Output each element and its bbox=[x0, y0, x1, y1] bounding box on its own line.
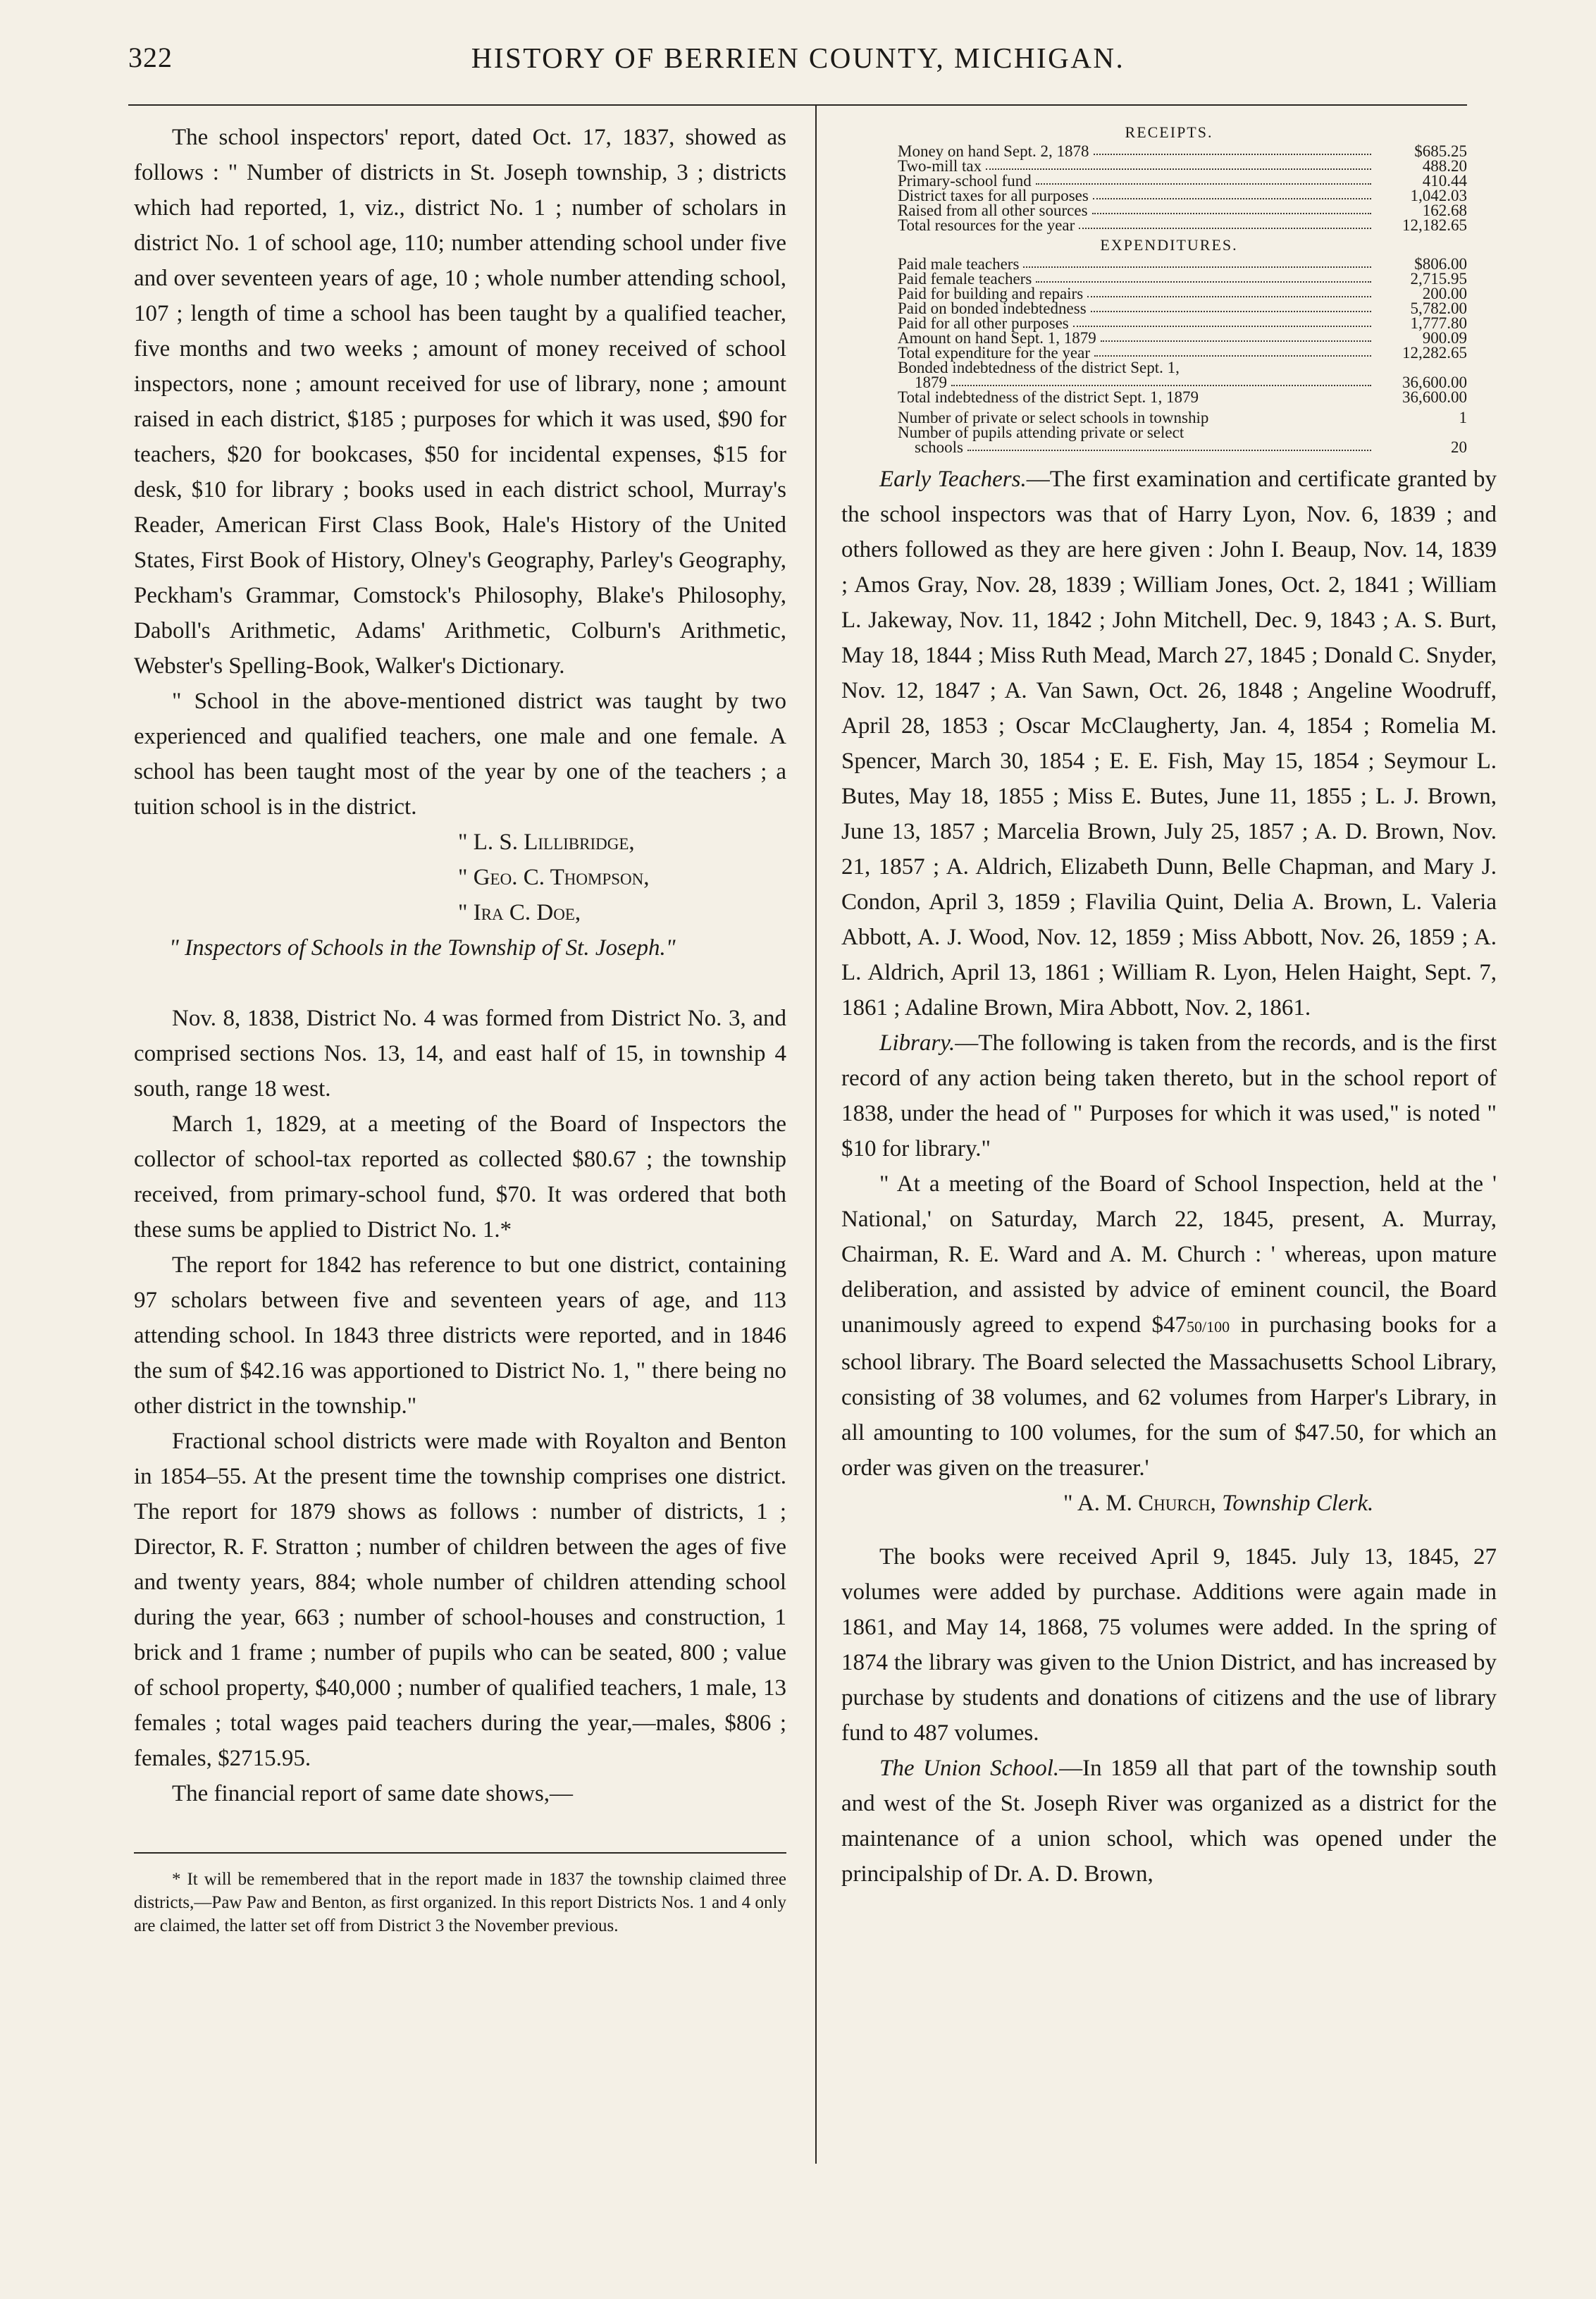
financial-report-intro: The financial report of same date shows,— bbox=[172, 1781, 574, 1806]
board-meeting-text-end: in purchasing books for a school library. The Board selected the Massachusetts School Library, consisting of 38 volumes, and 62 volumes from Harper's Library, in all amounting to 100 volumes, for the sum of $47.50, for which an order was given on the treasurer.' bbox=[841, 1312, 1497, 1481]
footnote-rule bbox=[134, 1852, 786, 1854]
union-school-heading: The Union School. bbox=[879, 1756, 1060, 1781]
receipt-row bbox=[841, 188, 1497, 203]
board-meeting-paragraph bbox=[841, 1166, 1497, 1486]
receipt-row bbox=[841, 218, 1497, 233]
church-signature bbox=[841, 1486, 1497, 1521]
board-meeting-text: " At a meeting of the Board of School Inspection, held at the ' National,' on Saturday, March 22, 1845, present, A. Murray, Chairman, R. E. Ward and A. M. Church : ' whereas, upon mature deliberation, and assisted by advice of eminent council, the Board unanimously agreed to expend $47 bbox=[841, 1171, 1497, 1338]
leader-dots bbox=[1036, 281, 1371, 283]
leader-dots bbox=[1092, 213, 1371, 214]
pupils-row bbox=[841, 440, 1497, 455]
expenditures-list bbox=[841, 257, 1497, 360]
receipt-row bbox=[841, 159, 1497, 173]
left-column bbox=[134, 120, 786, 1937]
report-1842-paragraph: The report for 1842 has reference to but one district, containing 97 scholars between five and seventeen years of age, and 113 attending school. In 1843 three districts were reported, and in 1846 the sum of $42.16 was apportioned to District No. 1, " there being no other district in the township." bbox=[134, 1252, 786, 1419]
library-text: —The following is taken from the records, and is the first record of any action being taken thereto, but in the school report of 1838, under the head of " Purposes for which it was used," is noted " $10 for library." bbox=[841, 1030, 1497, 1161]
header-rule bbox=[128, 104, 1467, 106]
running-title: HISTORY OF BERRIEN COUNTY, MICHIGAN. bbox=[471, 42, 1125, 74]
financial-report-table bbox=[841, 123, 1497, 455]
library-heading: Library. bbox=[879, 1030, 955, 1056]
pupils-label-line: Number of pupils attending private or select bbox=[898, 424, 1184, 441]
private-schools-value: 1 bbox=[1459, 409, 1467, 426]
bonded-label-year: 1879 bbox=[915, 374, 947, 391]
library-paragraph bbox=[841, 1025, 1497, 1166]
receipt-value: 488.20 bbox=[1422, 157, 1467, 175]
leader-dots bbox=[1093, 198, 1371, 199]
leader-dots bbox=[1094, 355, 1371, 357]
expenditure-label: Paid for building and repairs bbox=[898, 285, 1084, 302]
bonded-label-line: Bonded indebtedness of the district Sept. 1, bbox=[898, 359, 1180, 376]
receipt-row bbox=[841, 173, 1497, 188]
footnote-text: * It will be remembered that in the report made in 1837 the township claimed three districts,—Paw Paw and Benton, as first organized. In this report Districts Nos. 1 and 4 only are claimed, the latter set off from District 3 the November previous. bbox=[134, 1870, 786, 1935]
receipt-label: Money on hand Sept. 2, 1878 bbox=[898, 142, 1089, 160]
school-description-paragraph: " School in the above-mentioned district was taught by two experienced and qualified teachers, one male and one female. A school has been taught most of the year by one of the teachers ; a tuition school is in the district. bbox=[134, 689, 786, 820]
expenditure-row bbox=[841, 286, 1497, 301]
school-tax-paragraph: March 1, 1829, at a meeting of the Board of Inspectors the collector of school-tax reported as collected $80.67 ; the township received, from primary-school fund, $70. It was ordered that both these sums be applied to District No. 1.* bbox=[134, 1111, 786, 1243]
meeting-fraction: 50/100 bbox=[1187, 1318, 1230, 1336]
page-number: 322 bbox=[128, 42, 173, 73]
pupils-value: 20 bbox=[1451, 438, 1467, 456]
page-header bbox=[0, 41, 1596, 83]
expenditure-value: 200.00 bbox=[1422, 285, 1467, 302]
private-schools-row bbox=[841, 410, 1497, 425]
signature-thompson: " Geo. C. Thompson, bbox=[458, 865, 650, 890]
church-title: Township Clerk. bbox=[1222, 1491, 1374, 1516]
union-school-text: —In 1859 all that part of the township south and west of the St. Joseph River was organized as a district for the maintenance of a union school, which was opened under the principalship of Dr. A. D. Brown, bbox=[841, 1756, 1497, 1887]
expenditure-row bbox=[841, 271, 1497, 286]
leader-dots bbox=[1023, 266, 1371, 268]
expenditures-heading: EXPENDITURES. bbox=[1100, 236, 1238, 254]
expenditure-label: Amount on hand Sept. 1, 1879 bbox=[898, 329, 1096, 347]
leader-dots bbox=[1091, 311, 1371, 312]
leader-dots bbox=[951, 385, 1371, 386]
expenditure-label: Paid on bonded indebtedness bbox=[898, 300, 1087, 317]
inspectors-report-paragraph: The school inspectors' report, dated Oct. 17, 1837, showed as follows : " Number of districts in St. Joseph township, 3 ; districts which had reported, 1, viz., district No. 1 ; number of scholars in district No. 1 of school age, 110; number attending school under five and over seventeen years of age, 10 ; whole number attending school, 107 ; length of time a school has been taught by a qualified teacher, five months and two weeks ; amount of money received of school inspectors, none ; amount received for use of library, none ; amount raised in each district, $185 ; purposes for which it was used, $90 for teachers, $20 for bookcases, $50 for incidental expenses, $15 for desk, $10 for library ; books used in each district school, Murray's Reader, American First Class Book, Hale's History of the United States, First Book of History, Olney's Geography, Parley's Geography, Peckham's Grammar, Comstock's Philosophy, Blake's Philosophy, Daboll's Arithmetic, Adams' Arithmetic, Colburn's Arithmetic, Webster's Spelling-Book, Walker's Dictionary. bbox=[134, 125, 786, 679]
books-received-paragraph: The books were received April 9, 1845. July 13, 1845, 27 volumes were added by purchase. Additions were again made in 1861, and May 14, 1868, 75 volumes were added. In the spring of 1874 the library was given to the Union District, and has increased by purchase by students and donations of citizens and the use of library fund to 487 volumes. bbox=[841, 1544, 1497, 1746]
total-indebtedness-value: 36,600.00 bbox=[1402, 388, 1467, 406]
total-indebtedness-row bbox=[841, 390, 1497, 405]
fractional-districts-paragraph: Fractional school districts were made with Royalton and Benton in 1854–55. At the present time the township comprises one district. The report for 1879 shows as follows : number of districts, 1 ; Director, R. F. Stratton ; number of children between the ages of five and twenty years, 884; whole number of children attending school during the year, 663 ; number of school-houses and construction, 1 brick and 1 frame ; number of pupils who can be seated, 800 ; value of school property, $40,000 ; number of qualified teachers, 1 male, 13 females ; total wages paid teachers during the year,—males, $806 ; females, $2715.95. bbox=[134, 1429, 786, 1771]
receipt-label: Raised from all other sources bbox=[898, 202, 1088, 219]
leader-dots bbox=[1094, 154, 1371, 155]
leader-dots bbox=[967, 450, 1371, 451]
expenditure-value: 12,282.65 bbox=[1402, 344, 1467, 362]
union-school-paragraph bbox=[841, 1751, 1497, 1892]
leader-dots bbox=[1079, 228, 1371, 229]
leader-dots bbox=[1036, 183, 1371, 185]
total-indebtedness-label: Total indebtedness of the district Sept. 1, 1879 bbox=[898, 388, 1199, 406]
expenditure-value: 1,777.80 bbox=[1410, 314, 1467, 332]
signature-doe: " Ira C. Doe, bbox=[458, 900, 581, 925]
receipt-row bbox=[841, 203, 1497, 218]
expenditure-label: Paid female teachers bbox=[898, 270, 1032, 288]
leader-dots bbox=[1087, 296, 1371, 297]
leader-dots bbox=[1073, 326, 1371, 327]
inspectors-closing: " Inspectors of Schools in the Township of St. Joseph." bbox=[169, 935, 676, 961]
early-teachers-heading: Early Teachers. bbox=[879, 467, 1027, 492]
receipt-value: 1,042.03 bbox=[1410, 187, 1467, 204]
receipt-label: Primary-school fund bbox=[898, 172, 1032, 190]
receipt-label: Two-mill tax bbox=[898, 157, 982, 175]
signature-lillibridge: " L. S. Lillibridge, bbox=[458, 830, 635, 855]
receipt-label: Total resources for the year bbox=[898, 216, 1075, 234]
receipt-value: 410.44 bbox=[1422, 172, 1467, 190]
leader-dots bbox=[986, 168, 1371, 170]
expenditure-value: 5,782.00 bbox=[1410, 300, 1467, 317]
spacer bbox=[841, 1521, 1497, 1539]
early-teachers-paragraph bbox=[841, 462, 1497, 1025]
receipt-value: $685.25 bbox=[1414, 142, 1467, 160]
expenditure-value: 900.09 bbox=[1422, 329, 1467, 347]
receipt-value: 12,182.65 bbox=[1402, 216, 1467, 234]
expenditure-label: Total expenditure for the year bbox=[898, 344, 1090, 362]
early-teachers-text: —The first examination and certificate granted by the school inspectors was that of Harry Lyon, Nov. 6, 1839 ; and others followed as they are here given : John I. Beaup, Nov. 14, 1839 ; Amos Gray, Nov. 28, 1839 ; William Jones, Oct. 2, 1841 ; William L. Jakeway, Nov. 11, 1842 ; John Mitchell, Dec. 9, 1843 ; A. S. Burt, May 18, 1844 ; Miss Ruth Mead, March 27, 1845 ; Donald C. Snyder, Nov. 12, 1847 ; A. Van Sawn, Oct. 26, 1848 ; Angeline Woodruff, April 28, 1853 ; Oscar McClaugherty, Jan. 4, 1854 ; Romelia M. Spencer, March 30, 1854 ; E. E. Fish, May 15, 1854 ; Seymour L. Butes, May 18, 1855 ; Miss E. Butes, June 11, 1855 ; L. J. Brown, June 13, 1857 ; Marcelia Brown, July 25, 1857 ; A. D. Brown, Nov. 21, 1857 ; A. Aldrich, Elizabeth Dunn, Belle Chapman, and Mary J. Condon, April 3, 1859 ; Flavilia Quint, Delia A. Brown, L. Valeria Abbott, A. J. Wood, Nov. 12, 1859 ; Miss Abbott, Nov. 26, 1859 ; A. L. Aldrich, April 13, 1861 ; William R. Lyon, Helen Haight, Sept. 7, 1861 ; Adaline Brown, Mira Abbott, Nov. 2, 1861. bbox=[841, 467, 1497, 1021]
receipt-label: District taxes for all purposes bbox=[898, 187, 1089, 204]
expenditure-value: 2,715.95 bbox=[1410, 270, 1467, 288]
footnote bbox=[134, 1868, 786, 1937]
expenditure-row bbox=[841, 301, 1497, 316]
private-schools-label: Number of private or select schools in township bbox=[898, 409, 1209, 426]
leader-dots bbox=[1101, 340, 1371, 342]
expenditure-value: $806.00 bbox=[1414, 255, 1467, 273]
expenditure-row bbox=[841, 316, 1497, 331]
pupils-label-end: schools bbox=[915, 438, 963, 456]
bonded-row bbox=[841, 375, 1497, 390]
column-divider bbox=[815, 106, 817, 2164]
church-name: " A. M. Church, bbox=[1063, 1491, 1216, 1516]
bonded-value: 36,600.00 bbox=[1402, 374, 1467, 391]
right-column bbox=[841, 120, 1497, 1892]
expenditure-row bbox=[841, 345, 1497, 360]
receipt-value: 162.68 bbox=[1422, 202, 1467, 219]
spacer bbox=[134, 966, 786, 1001]
expenditure-row bbox=[841, 331, 1497, 345]
district-four-paragraph: Nov. 8, 1838, District No. 4 was formed from District No. 3, and comprised sections Nos. 13, 14, and east half of 15, in township 4 south, range 18 west. bbox=[134, 1006, 786, 1102]
receipts-list bbox=[841, 144, 1497, 233]
receipt-row bbox=[841, 144, 1497, 159]
expenditure-row bbox=[841, 257, 1497, 271]
expenditure-label: Paid for all other purposes bbox=[898, 314, 1069, 332]
expenditure-label: Paid male teachers bbox=[898, 255, 1020, 273]
receipts-heading: RECEIPTS. bbox=[1125, 123, 1213, 141]
